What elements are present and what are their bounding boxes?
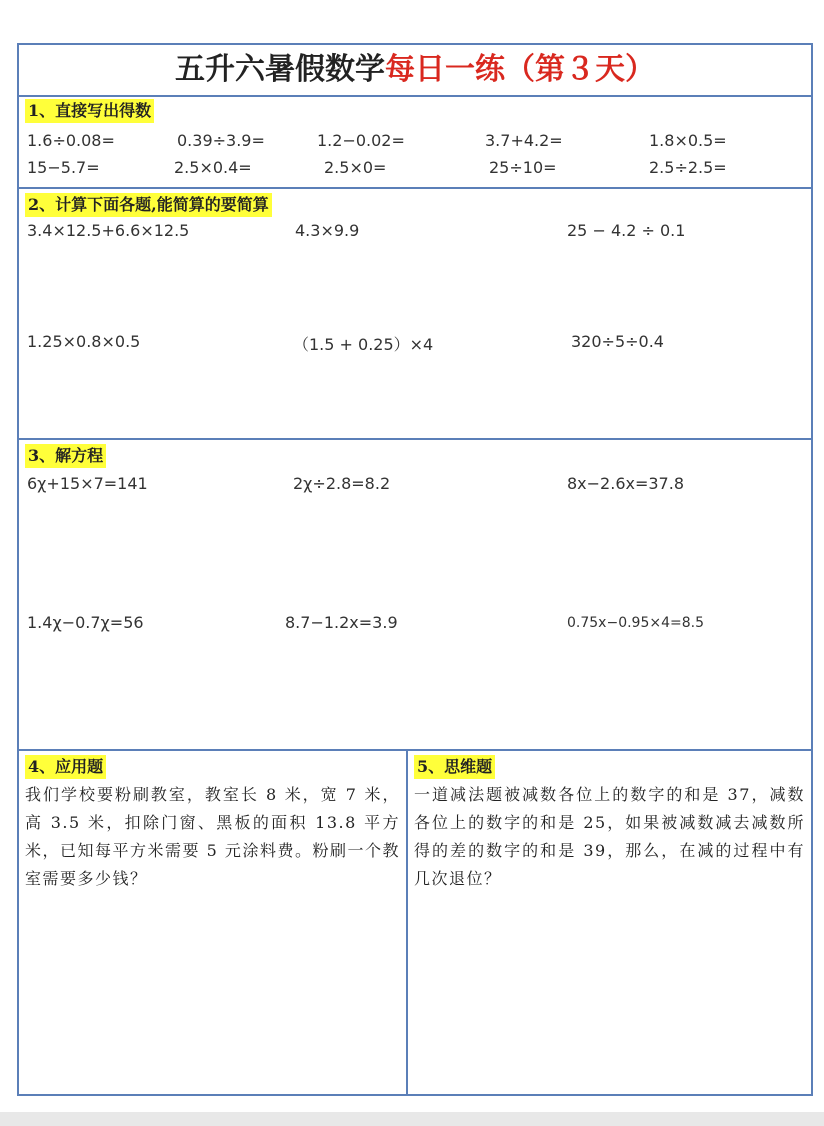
section-thinking-problem [408, 751, 811, 1096]
title-main: 五升六暑假数学 [175, 52, 385, 87]
section-word-problem [19, 751, 408, 1096]
problem: 1.2−0.02= [317, 131, 405, 150]
word-problem-text: 我们学校要粉刷教室，教室长 8 米，宽 7 米，高 3.5 米，扣除门窗、黑板的面积 13.8 平方米，已知每平方米需要 5 元涂料费。粉刷一个教室需要多少钱？ [25, 785, 400, 888]
problem: 1.8×0.5= [649, 131, 727, 150]
section-heading: 3、解方程 [25, 444, 106, 468]
title-day: 每日一练（第３天） [385, 52, 655, 87]
problem: 1.4χ−0.7χ=56 [27, 613, 144, 632]
problem: 2χ÷2.8=8.2 [293, 474, 391, 493]
problem: 8x−2.6x=37.8 [567, 474, 684, 493]
problem: 8.7−1.2x=3.9 [285, 613, 398, 632]
problem: 4.3×9.9 [295, 221, 360, 240]
problem: 25 − 4.2 ÷ 0.1 [567, 221, 686, 240]
section-heading: 5、思维题 [414, 755, 495, 779]
worksheet-title [19, 45, 811, 97]
page-bottom-band [0, 1112, 824, 1126]
problem: 15−5.7= [27, 158, 100, 177]
problem: 3.7+4.2= [485, 131, 563, 150]
problem: 2.5×0.4= [174, 158, 252, 177]
worksheet [17, 43, 813, 1096]
problem: 0.75x−0.95×4=8.5 [567, 615, 704, 631]
section-calculation [19, 189, 811, 440]
problem: 25÷10= [489, 158, 557, 177]
problem: （1.5 + 0.25）×4 [293, 335, 434, 354]
problem: 1.6÷0.08= [27, 131, 115, 150]
problem: 2.5×0= [324, 158, 387, 177]
problem: 320÷5÷0.4 [571, 332, 664, 351]
section-direct-answers [19, 95, 811, 189]
problem: 0.39÷3.9= [177, 131, 265, 150]
section-heading: 2、计算下面各题,能简算的要简算 [25, 193, 272, 217]
thinking-problem-text: 一道减法题被减数各位上的数字的和是 37，减数各位上的数字的和是 25，如果被减数减去减数所得的差的数字的和是 39，那么，在减的过程中有几次退位？ [414, 785, 805, 888]
problem: 3.4×12.5+6.6×12.5 [27, 221, 190, 240]
section-heading: 4、应用题 [25, 755, 106, 779]
section-heading: 1、直接写出得数 [25, 99, 154, 123]
section-equations [19, 440, 811, 751]
problem: 1.25×0.8×0.5 [27, 332, 141, 351]
problem: 6χ+15×7=141 [27, 474, 148, 493]
problem: 2.5÷2.5= [649, 158, 727, 177]
